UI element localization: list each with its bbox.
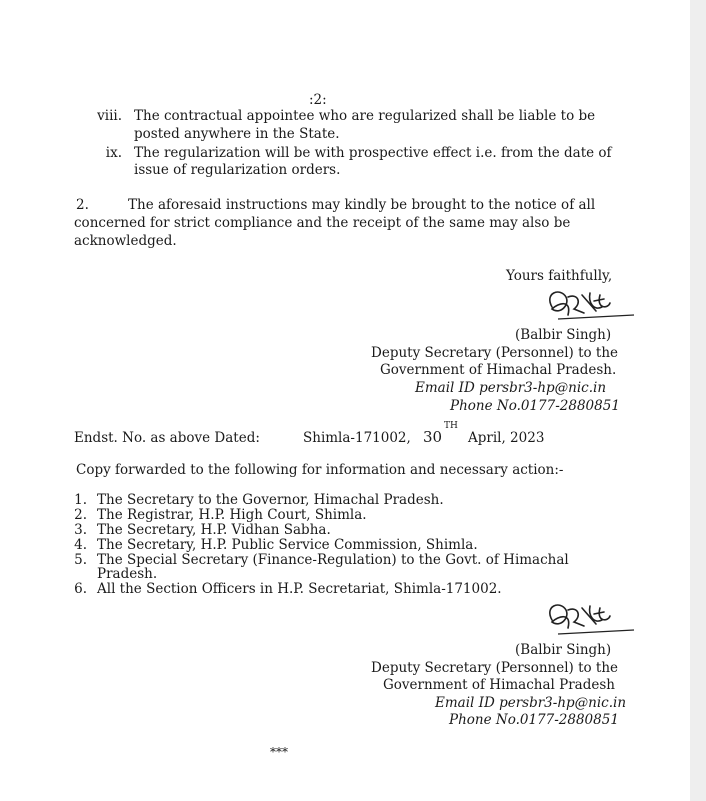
list-number: 4. [74,537,87,553]
list-number: 2. [74,507,87,523]
condition-numeral: ix. [105,145,122,161]
signatory-phone: Phone No.0177-2880851 [450,398,620,414]
list-text: The Secretary, H.P. Public Service Commission, Shimla. [97,537,478,553]
condition-line: posted anywhere in the State. [134,126,340,142]
signature-image [538,598,638,640]
list-number: 6. [74,581,87,597]
condition-line: issue of regularization orders. [134,162,341,178]
condition-line: The contractual appointee who are regularized shall be liable to be [134,108,596,124]
page-marker: :2: [309,92,327,108]
signatory-name: (Balbir Singh) [515,327,612,343]
paragraph-line: acknowledged. [74,233,177,249]
list-text: The Secretary to the Governor, Himachal Pradesh. [97,492,444,508]
signatory-phone: Phone No.0177-2880851 [449,712,619,728]
condition-numeral: viii. [97,108,122,124]
signatory-designation: Deputy Secretary (Personnel) to the [371,660,619,676]
signatory-email: Email ID persbr3-hp@nic.in [435,695,627,711]
endorsement-day: 30 [423,428,443,446]
list-text: The Secretary, H.P. Vidhan Sabha. [97,522,331,538]
endorsement-suffix: TH [444,421,458,431]
closing-text: Yours faithfully, [506,268,613,284]
list-number: 3. [74,522,87,538]
paragraph-line: The aforesaid instructions may kindly be brought to the notice of all [128,197,596,213]
signatory-government: Government of Himachal Pradesh. [380,362,617,378]
copy-intro: Copy forwarded to the following for information and necessary action:- [76,462,564,478]
condition-line: The regularization will be with prospective effect i.e. from the date of [134,145,612,161]
endorsement-label: Endst. No. as above Dated: [74,430,260,446]
list-number: 1. [74,492,87,508]
right-margin-strip [690,0,706,801]
paragraph-line: concerned for strict compliance and the receipt of the same may also be [74,215,571,231]
list-text: Pradesh. [97,566,158,582]
list-number: 5. [74,552,87,568]
signatory-government: Government of Himachal Pradesh [383,677,615,693]
paragraph-number: 2. [76,197,89,213]
list-text: All the Section Officers in H.P. Secretariat, Shimla-171002. [97,581,502,597]
endorsement-date: April, 2023 [468,430,545,446]
list-text: The Special Secretary (Finance-Regulation) to the Govt. of Himachal [97,552,569,568]
end-mark: *** [270,745,288,759]
list-text: The Registrar, H.P. High Court, Shimla. [97,507,367,523]
signatory-name: (Balbir Singh) [515,642,612,658]
signatory-designation: Deputy Secretary (Personnel) to the [371,345,619,361]
signatory-email: Email ID persbr3-hp@nic.in [415,380,607,396]
signature-image [538,285,638,327]
endorsement-place: Shimla-171002, [303,430,411,446]
